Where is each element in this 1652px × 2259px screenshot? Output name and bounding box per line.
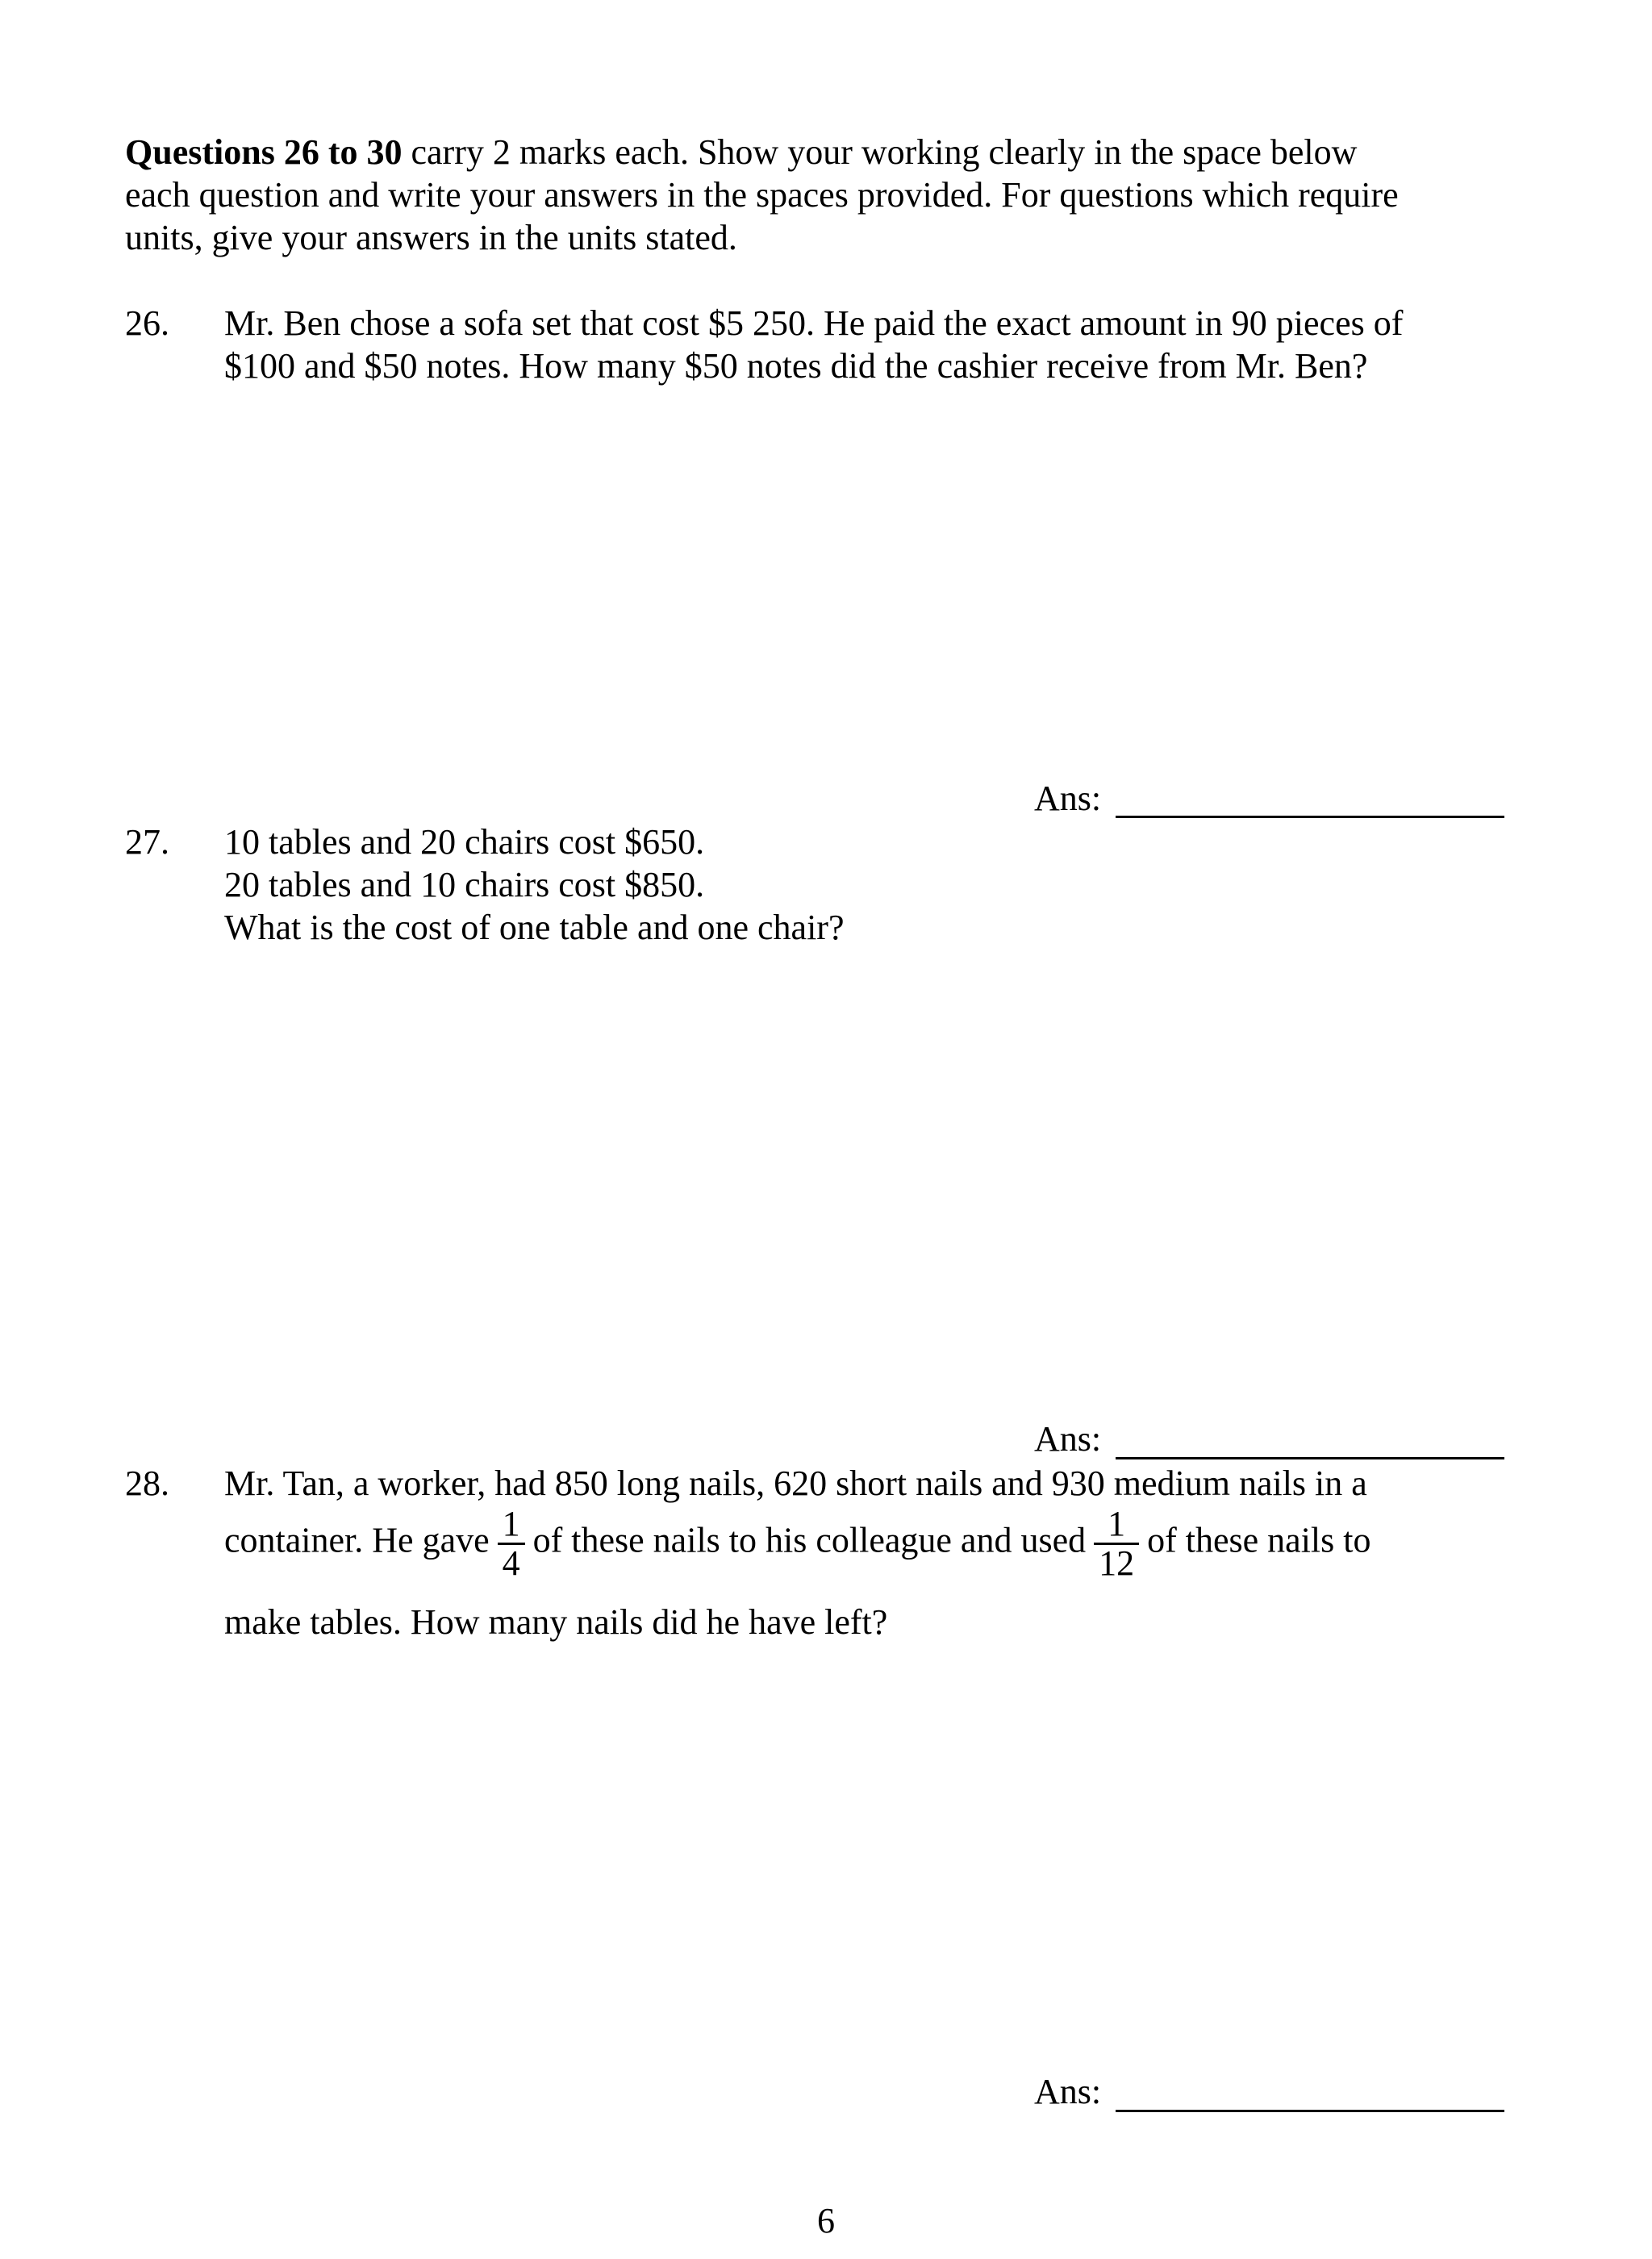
instructions-bold: Questions 26 to 30 [125,132,403,172]
answer-label: Ans: [1034,1419,1102,1459]
fraction-one-twelfth: $\frac{1}{12}$ [1094,1505,1139,1582]
answer-line[interactable] [1116,816,1504,818]
question-text-fraction-line: container. He gave $\frac{1}{4}$ of these nails to his colleague and used $\frac{1}{12}$ of these nails to [224,1504,1371,1583]
answer-line[interactable] [1116,2110,1504,2112]
instructions-line-2: each question and write your answers in the spaces provided. For questions which require [125,175,1399,215]
question-text: make tables. How many nails did he have left? [224,1602,888,1642]
instructions-line-3: units, give your answers in the units stated. [125,218,737,257]
answer-label: Ans: [1034,779,1102,818]
instructions [125,131,1545,259]
answer-label: Ans: [1034,2072,1102,2111]
page-number: 6 [817,2201,835,2240]
answer-line[interactable] [1116,1457,1504,1459]
question-number: 26. [125,303,169,343]
fraction-one-quarter: $\frac{1}{4}$ [498,1505,525,1582]
question-number: 28. [125,1464,169,1503]
question-number: 27. [125,822,169,862]
question-text: Mr. Ben chose a sofa set that cost $5 250. He paid the exact amount in 90 pieces of $100 and $50 notes. How many $50 notes did the cashier receive from Mr. Ben? [224,303,1404,386]
instructions-line-1: Questions 26 to 30 carry 2 marks each. Show your working clearly in the space below [125,132,1358,172]
question-text: 10 tables and 20 chairs cost $650. 20 tables and 10 chairs cost $850. What is the cost of one table and one chair? [224,822,845,947]
question-text: Mr. Tan, a worker, had 850 long nails, 620 short nails and 930 medium nails in a [224,1464,1367,1503]
